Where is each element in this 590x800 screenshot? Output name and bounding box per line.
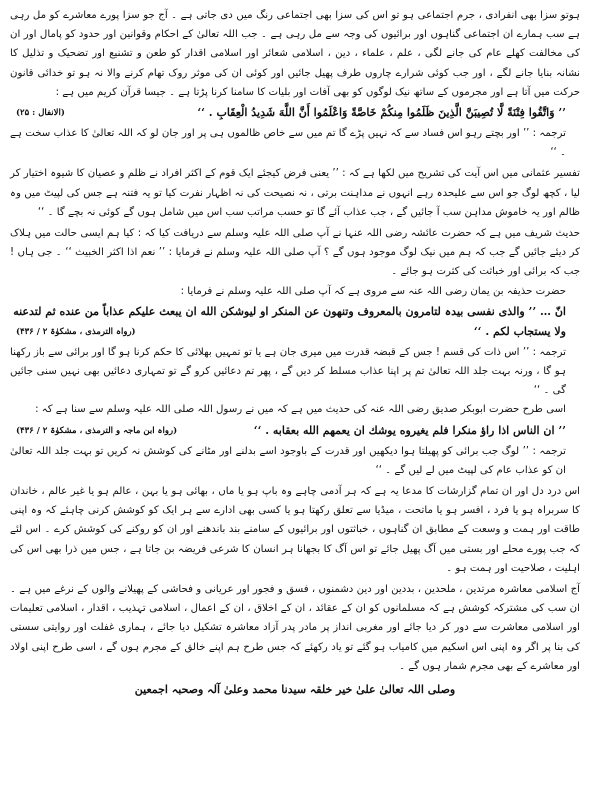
hadith-translation-2: ترجمہ : ’’ لوگ جب برائی کو پھیلتا ہوا دیکھیں اور قدرت کے باوجود اسے بدلنے اور مٹانے کی کوشش نہ کریں تو بہت جلد اللہ تعالیٰ ان کو عذاب عام کی لپیٹ میں لے لیں گے ۔ ‘‘ bbox=[10, 445, 566, 476]
closing-salutation: وصلی اللہ تعالیٰ علیٰ خیر خلقہ سیدنا محمد وعلیٰ آلہ وصحبہ اجمعین bbox=[134, 683, 456, 697]
hudhayfa-intro: حضرت حذیفہ بن یمان رضی اللہ عنہ سے مروی ہے کہ آپ صلی اللہ علیہ وسلم نے فرمایا : bbox=[180, 285, 566, 297]
quran-verse bbox=[10, 103, 580, 123]
hadith-reference-1: (رواہ الترمذی ، مشکوٰۃ ۲ / ۴۳۶) bbox=[16, 326, 136, 337]
verse-translation: ترجمہ : ’’ اور بچتے رہو اس فساد سے کہ نہیں پڑے گا تم میں سے خاص ظالموں ہی پر اور جان لو کہ اللہ تعالیٰ کا عذاب سخت ہے ۔ ‘‘ bbox=[10, 128, 566, 159]
hadith-reference-2: (رواہ ابن ماجہ و الترمذی ، مشکوٰۃ ۲ / ۴۳۶) bbox=[16, 425, 178, 436]
hadith-arabic-2 bbox=[10, 421, 580, 441]
intro-paragraph: ہوتو سزا بھی انفرادی ، جرم اجتماعی ہو تو اس کی سزا بھی اجتماعی رنگ میں دی جاتی ہے ۔ آج جو سزا پورے معاشرے کو مل رہی ہے سب ہمارے ان اجتماعی گناہوں اور برائیوں کی وجہ سے مل رہی ہے ۔ جب اللہ تعالیٰ کے احکام وقوانین اور حدود کو پامال اور ان کی مخالفت کھلے عام کی جانے لگی ، علم ، علماء ، دین ، اسلامی شعائر اور اسلامی اقدار کو طعن و تشنیع اور تضحیک و تذلیل کا نشانہ بنایا جانے لگے ، اور جب کوئی شرارے چاروں طرف پھیل جائیں اور کوئی ان کی موثر روک تھام کرنے والا نہ ہو تو خدائی قانون حرکت میں آتا ہے اور مجرموں کے ساتھ نیک لوگوں کو بھی آفات اور بلیات کا سامنا کرنا پڑتا ہے ۔ جیسا قرآن کریم میں ہے : bbox=[10, 10, 580, 98]
conclusion-paragraph-2: آج اسلامی معاشرہ مرتدین ، ملحدین ، بددین اور دین دشمنوں ، فسق و فجور اور عریانی و فحاشی کے پھیلانے والوں کے نرغے میں ہے ۔ ان سب کی مشترکہ کوشش ہے کہ مسلمانوں کو ان کے عقائد ، ان کے اخلاق ، ان کے اعمال ، اسلامی تہذیب ، اقدار ، اسلامی تعلیمات اور اسلامی معاشرت سے دور کر دیا جائے اور مغربی انداز پر مادر پدر آزاد معاشرہ تشکیل دیا جائے ، ہماری غفلت اور روایتی سستی کی بنا پر اگر وہ اپنی اس اسکیم میں کامیاب ہو گئے تو یاد رکھئے کہ جس طرح ہم اپنے خالق کے مجرم ہوں گے ، اسی طرح اپنی اولاد اور معاشرے کے بھی مجرم شمار ہوں گے ۔ bbox=[10, 584, 580, 672]
hadith-aisha-paragraph: حدیث شریف میں ہے کہ حضرت عائشہ رضی اللہ عنہا نے آپ صلی اللہ علیہ وسلم سے دریافت کیا کہ : کیا ہم ایسی حالت میں ہلاک کر دیئے جائیں گے جب کہ ہم میں نیک لوگ موجود ہوں گے ؟ آپ صلی اللہ علیہ وسلم نے فرمایا : ’’ نعم اذا اکثر الخبیث ‘‘ ۔ جی ہاں ! جب کہ برائی اور خباثت کی کثرت ہو جائے ۔ bbox=[10, 228, 580, 278]
hadith-translation-1: ترجمہ : ’’ اس ذات کی قسم ! جس کے قبضہ قدرت میں میری جان ہے یا تو تمہیں بھلائی کا حکم کرنا ہو گا اور برائی سے باز رکھنا ہو گا ، ورنہ بہت جلد اللہ تعالیٰ تم پر اپنا عذاب مسلط کر دیں گے ، پھر تم دعائیں کرو گے تو تمہاری دعائیں بھی نہیں سنی جائیں گی ۔ ‘‘ bbox=[10, 346, 566, 397]
hadith-arabic-1 bbox=[10, 302, 580, 342]
tafsir-paragraph: تفسیر عثمانی میں اس آیت کی تشریح میں لکھا ہے کہ : ’’ یعنی فرض کیجئے ایک قوم کے اکثر افراد نے ظلم و عصیان کا شیوہ اختیار کر لیا ، کچھ لوگ جو اس سے علیحدہ رہے انہوں نے مداہنت برتی ، نہ نصیحت کی نہ اظہار نفرت کیا تو یہ فتنہ ہے جس کی لپیٹ میں وہ ظالم اور یہ خاموش مداہن سب آ جائیں گے ، جب عذاب آئے گا تو حسب مراتب سب اس میں شامل ہوں گے کوئی نہ بچے گا ۔ ‘‘ bbox=[10, 168, 580, 218]
verse-reference: (الانفال : ۲۵) bbox=[16, 108, 65, 119]
abubakr-intro: اسی طرح حضرت ابوبکر صدیق رضی اللہ عنہ کی حدیث میں ہے کہ میں نے رسول اللہ صلی اللہ علیہ وسلم سے سنا ہے کہ : bbox=[35, 404, 566, 416]
verse-text: ’’ وَاتَّقُوا فِتْنَةً لَّا تُصِيبَنَّ الَّذِينَ ظَلَمُوا مِنكُمْ خَاصَّةً وَاعْلَمُوا أَنَّ اللَّهَ شَدِيدُ الْعِقَابِ . ‘‘ bbox=[197, 106, 566, 120]
conclusion-paragraph-1: اس درد دل اور ان تمام گزارشات کا مدعا یہ ہے کہ ہر آدمی چاہے وہ باپ ہو یا ماں ، بھائی ہو یا بہن ، عالم ہو یا غیر عالم ، خاندان کا سربراہ ہو یا فرد ، افسر ہو یا ماتحت ، میڈیا سے تعلق رکھتا ہو یا کسی بھی ادارے سے ہر ایک کو کوشش کرنی چاہئے کہ وہ اپنی طاقت اور ہمت و وسعت کے مطابق ان گناہوں ، خباثتوں اور برائیوں کے سامنے بند باندھنے اور ان کو روکنے کی کوشش کرے ۔ اس لئے کہ جب پورے محلے اور بستی میں آگ پھیل جائے تو اس آگ کا بجھانا ہر انسان کا شرعی فریضہ بن جاتا ہے ، جس میں ذرا بھی اس کی اہلیت ، صلاحیت اور ہمت ہو ۔ bbox=[10, 486, 580, 574]
hadith-arabic-2-text: ’’ ان الناس اذا راؤ منكرا فلم يغيروه يوشك ان يعمهم الله بعقابه . ‘‘ bbox=[253, 423, 566, 437]
hadith-arabic-1-text: انّ … ’’ والذی نفسی بیدہ لتامرون بالمعروف وتنهون عن المنكر او ليوشكن الله ان يبعث عليكم عذاباً من عنده ثم لتدعنه ولا يستجاب لكم . ‘‘ bbox=[13, 304, 566, 338]
